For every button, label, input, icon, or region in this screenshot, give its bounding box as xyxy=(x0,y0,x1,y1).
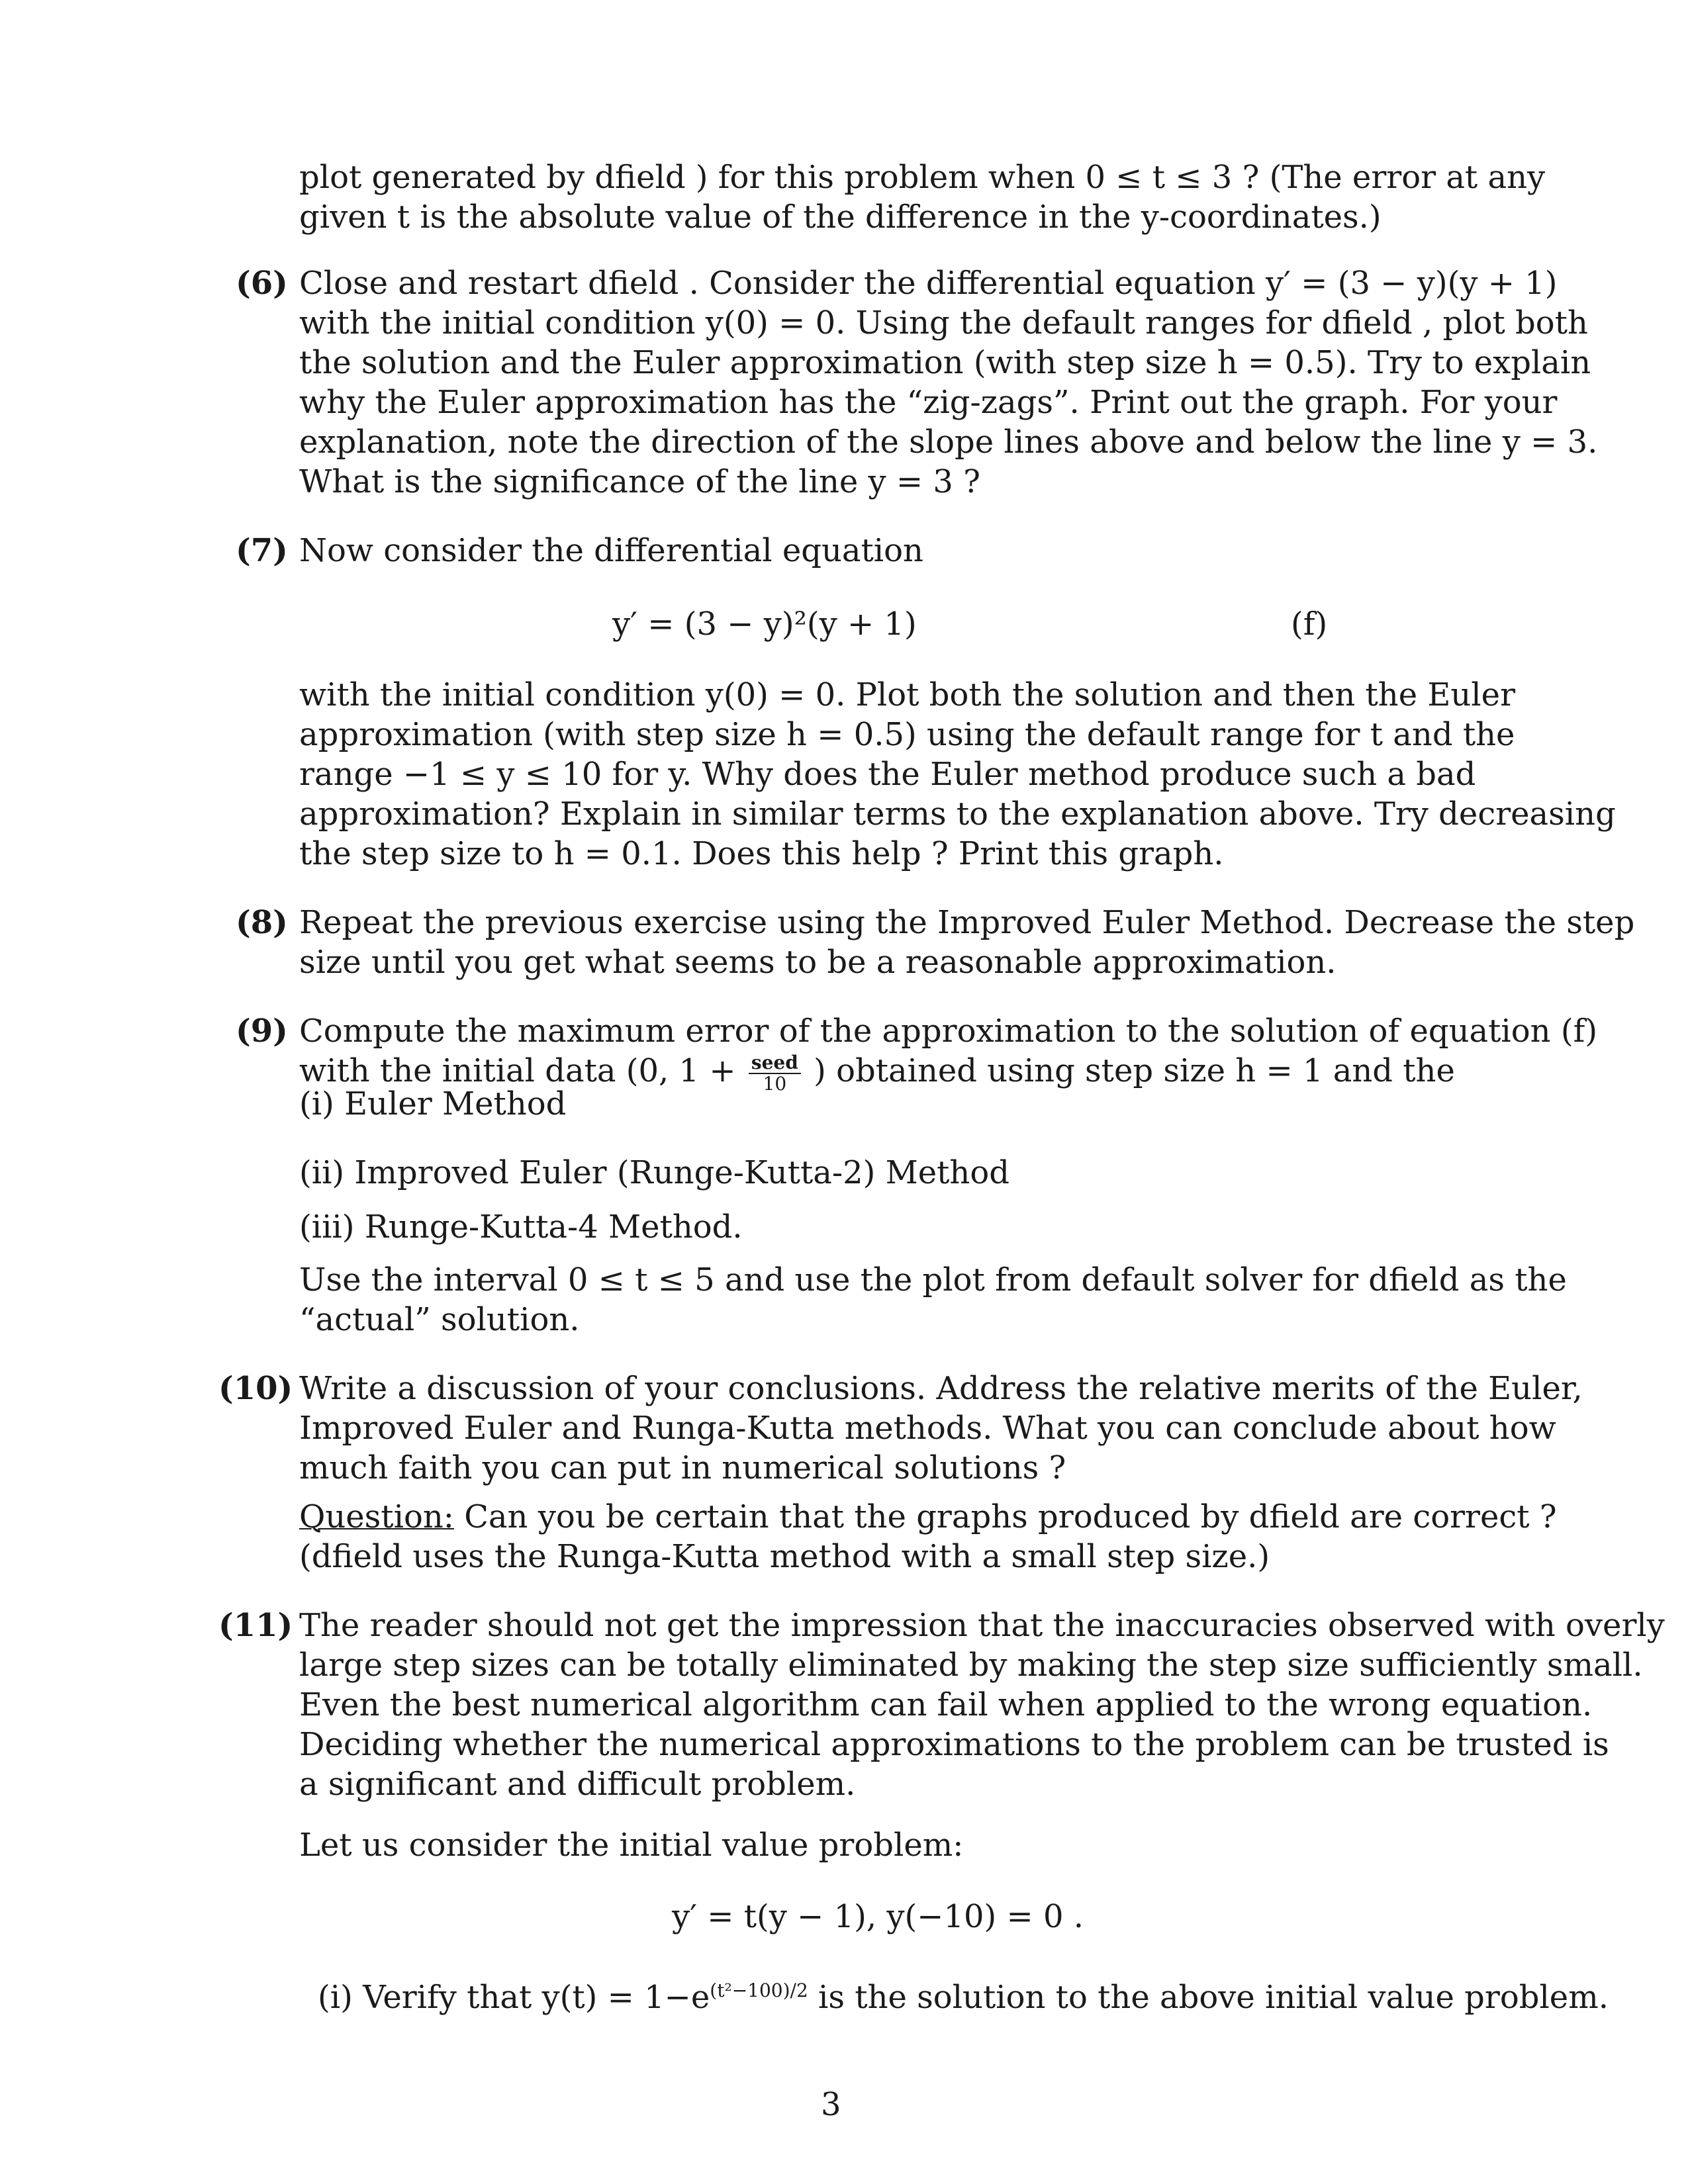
item-11-line-1: The reader should not get the impression that the inaccuracies observed with overly xyxy=(299,1607,1665,1644)
item-11-lead-in xyxy=(299,1825,1448,1865)
item-6-line-2: with the initial condition y(0) = 0. Using the default ranges for dfield , plot both xyxy=(299,304,1588,341)
item-8-line-2: size until you get what seems to be a reasonable approximation. xyxy=(299,944,1336,981)
item-9-paragraph xyxy=(299,1011,1598,1095)
item-6-line-4: why the Euler approximation has the “zig-zags”. Print out the graph. For your xyxy=(299,384,1558,421)
item-6-line-3: the solution and the Euler approximation (with step size h = 0.5). Try to explain xyxy=(299,344,1591,381)
item-11-line-5: a significant and difficult problem. xyxy=(299,1766,856,1803)
improved-euler-label: (ii) Improved Euler (Runge-Kutta-2) Method xyxy=(299,1154,1009,1191)
item-6-line-1: Close and restart dfield . Consider the differential equation y′ = (3 − y)(y + 1) xyxy=(299,265,1558,302)
item-9-line-4: “actual” solution. xyxy=(299,1301,580,1338)
item-6-paragraph xyxy=(299,263,1598,502)
item-11-line-6: Let us consider the initial value problem: xyxy=(299,1827,964,1864)
verify-text-a: (i) Verify that y(t) = 1−e xyxy=(318,1979,710,2016)
item-6-line-6: What is the significance of the line y = 3 ? xyxy=(299,463,980,500)
verify-text-b: is the solution to the above initial value problem. xyxy=(818,1979,1609,2016)
item-10-line-2: Improved Euler and Runga-Kutta methods. What you can conclude about how xyxy=(299,1410,1556,1447)
euler-method-label: (i) Euler Method xyxy=(299,1085,567,1122)
ivp-equation: y′ = t(y − 1), y(−10) = 0 . xyxy=(672,1898,1084,1935)
item-7-line-5: approximation? Explain in similar terms to the explanation above. Try decreasing xyxy=(299,796,1616,833)
item-6-number: (6) xyxy=(236,265,288,302)
fraction-denominator: 10 xyxy=(763,1072,787,1095)
item-11-line-4: Deciding whether the numerical approximations to the problem can be trusted is xyxy=(299,1726,1609,1763)
item-11-subitem-1 xyxy=(318,1978,1609,2017)
item-10-line-1: Write a discussion of your conclusions. Address the relative merits of the Euler, xyxy=(299,1370,1583,1407)
item-7-intro xyxy=(299,531,1448,570)
item-9-subitem-3 xyxy=(299,1207,1448,1247)
item-9-subitem-1 xyxy=(299,1084,1448,1124)
item-7-line-2: with the initial condition y(0) = 0. Plot both the solution and then the Euler xyxy=(299,676,1516,713)
equation-f: y′ = (3 − y)²(y + 1) xyxy=(612,606,917,643)
item-10-number: (10) xyxy=(218,1370,293,1407)
item-10-line-3: much faith you can put in numerical solutions ? xyxy=(299,1449,1066,1486)
item-6-line-5: explanation, note the direction of the slope lines above and below the line y = 3. xyxy=(299,424,1598,461)
item-10-paragraph xyxy=(299,1369,1583,1488)
item-7-line-3: approximation (with step size h = 0.5) using the default range for t and the xyxy=(299,716,1515,753)
item-8-paragraph xyxy=(299,903,1635,982)
item-7-number: (7) xyxy=(236,532,288,569)
item-8-number: (8) xyxy=(236,904,288,941)
question-label: Question: xyxy=(299,1498,454,1535)
item-8-line-1: Repeat the previous exercise using the Improved Euler Method. Decrease the step xyxy=(299,904,1635,941)
rk4-label: (iii) Runge-Kutta-4 Method. xyxy=(299,1208,743,1246)
item-9-subitem-2 xyxy=(299,1153,1448,1193)
item-10-question xyxy=(299,1497,1557,1576)
question-line-1 xyxy=(299,1497,1557,1537)
item-7-paragraph xyxy=(299,675,1616,874)
equation-f-tag: (f) xyxy=(1291,606,1328,643)
item-9-closing xyxy=(299,1260,1567,1340)
item-9-line-2a: with the initial data (0, 1 + xyxy=(299,1052,736,1089)
item-9-line-1: Compute the maximum error of the approximation to the solution of equation (f) xyxy=(299,1013,1598,1050)
question-text: Can you be certain that the graphs produced by dfield are correct ? xyxy=(464,1498,1557,1535)
fraction-numerator: seed xyxy=(749,1053,801,1074)
item-11-line-2: large step sizes can be totally eliminated by making the step size sufficiently small. xyxy=(299,1647,1643,1684)
item-11-number: (11) xyxy=(218,1607,293,1644)
item-7-line-4: range −1 ≤ y ≤ 10 for y. Why does the Euler method produce such a bad xyxy=(299,756,1476,793)
item-11-paragraph xyxy=(299,1606,1665,1804)
item-11-line-3: Even the best numerical algorithm can fail when applied to the wrong equation. xyxy=(299,1686,1593,1723)
intro-paragraph xyxy=(299,158,1546,237)
exponent: (t²−100)/2 xyxy=(710,1979,808,2001)
intro-line-2: given t is the absolute value of the difference in the y-coordinates.) xyxy=(299,199,1382,236)
item-9-line-3: Use the interval 0 ≤ t ≤ 5 and use the plot from default solver for dfield as the xyxy=(299,1261,1567,1298)
item-7-line-6: the step size to h = 0.1. Does this help ? Print this graph. xyxy=(299,835,1224,872)
page-number: 3 xyxy=(821,2086,841,2123)
item-9-number: (9) xyxy=(236,1013,288,1050)
item-7-line-1: Now consider the differential equation xyxy=(299,532,923,569)
intro-line-1: plot generated by dfield ) for this problem when 0 ≤ t ≤ 3 ? (The error at any xyxy=(299,159,1546,196)
verify-line xyxy=(318,1978,1609,2017)
item-9-line-2b: ) obtained using step size h = 1 and the xyxy=(814,1052,1455,1089)
question-line-2: (dfield uses the Runga-Kutta method with a small step size.) xyxy=(299,1538,1270,1575)
